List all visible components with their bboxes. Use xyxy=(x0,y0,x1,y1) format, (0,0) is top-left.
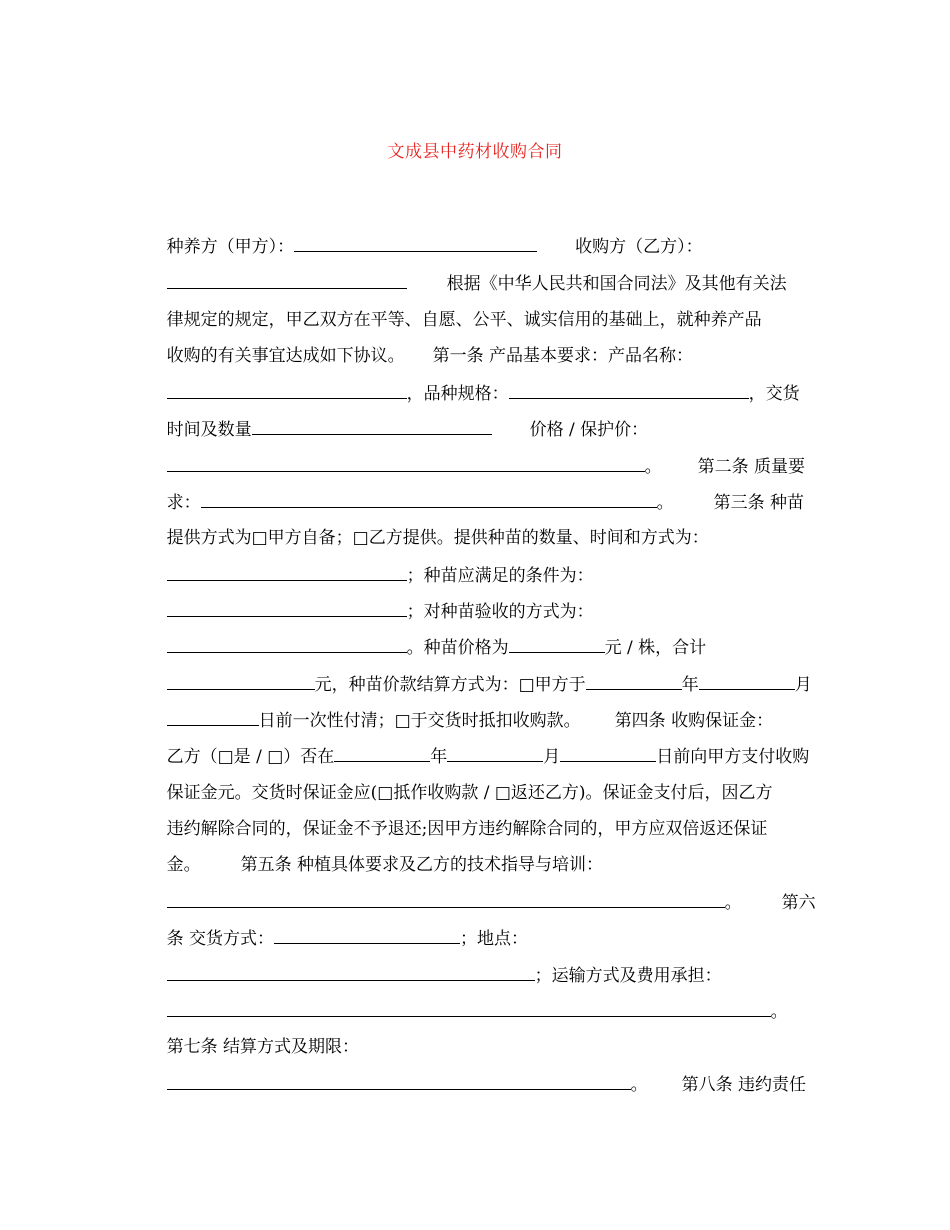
seedling-condition-label: ；种苗应满足的条件为： xyxy=(406,566,594,586)
delivery-method-label: 条 交货方式： xyxy=(166,929,275,949)
text-line-12 xyxy=(145,608,707,658)
text-line-20 xyxy=(145,899,529,949)
location-label: ；地点： xyxy=(460,929,529,949)
article-3-heading: 第三条 种苗 xyxy=(713,493,805,513)
article-2-heading: 第二条 质量要 xyxy=(697,457,806,477)
article-6-heading: 第六 xyxy=(781,893,816,913)
text-line-3 xyxy=(145,281,762,330)
text-line-4 xyxy=(145,317,694,366)
text-line-5 xyxy=(145,354,800,404)
text-line-17 xyxy=(145,790,768,839)
variety-label: ，品种规格： xyxy=(406,384,509,404)
text-line-15 xyxy=(145,717,810,767)
month-label: 月 xyxy=(543,747,561,767)
article-4-heading: 第四条 收购保证金： xyxy=(614,711,774,731)
period: 。 xyxy=(656,493,674,513)
text-line-11 xyxy=(145,572,594,622)
seedling-unit-label: 元 / 株，合计 xyxy=(604,638,707,658)
text-line-16 xyxy=(145,754,773,803)
seedling-supply-text: 提供方式为□甲方自备；□乙方提供。提供种苗的数量、时间和方式为： xyxy=(166,528,709,548)
text-line-9 xyxy=(145,499,709,548)
price-label: 价格 / 保护价： xyxy=(529,420,649,440)
month-label: 月 xyxy=(794,675,812,695)
text-line-21 xyxy=(145,936,722,986)
text-line-6 xyxy=(145,390,649,440)
transport-label: ；运输方式及费用承担： xyxy=(534,966,722,986)
text-line-19 xyxy=(145,863,816,913)
text-line-7 xyxy=(145,427,806,477)
period: 。 xyxy=(644,457,662,477)
period: 。 xyxy=(630,1075,648,1095)
text-line-10 xyxy=(145,536,594,586)
quality-label: 求： xyxy=(166,493,201,513)
preamble-text-3: 收购的有关事宜达成如下协议。 xyxy=(166,346,405,366)
text-line-18 xyxy=(145,826,604,875)
settlement-label: 元，种苗价款结算方式为：□甲方于 xyxy=(314,675,586,695)
article-1-heading: 第一条 产品基本要求：产品名称： xyxy=(432,346,694,366)
year-label: 年 xyxy=(430,747,448,767)
text-line-2 xyxy=(145,244,787,294)
deposit-text-2: 日前向甲方支付收购 xyxy=(656,747,810,767)
payment-terms-text: 日前一次性付清；□于交货时抵扣收购款。 xyxy=(258,711,581,731)
text-line-24 xyxy=(145,1045,807,1095)
year-label: 年 xyxy=(681,675,699,695)
settlement-terms-blank[interactable] xyxy=(167,1071,631,1090)
text-line-14 xyxy=(145,681,774,731)
period: 。 xyxy=(724,893,742,913)
party-b-label: 收购方（乙方）： xyxy=(575,237,703,257)
preamble-text: 根据《中华人民共和国合同法》及其他有关法 xyxy=(446,274,787,294)
period: 。 xyxy=(770,1002,788,1022)
text-line-23 xyxy=(145,1008,360,1057)
quantity-label: 时间及数量 xyxy=(166,420,252,440)
article-5-heading: 第五条 种植具体要求及乙方的技术指导与培训： xyxy=(240,855,604,875)
seedling-price-label: 。种苗价格为 xyxy=(406,638,509,658)
text-line-22 xyxy=(145,972,788,1022)
seedling-inspection-label: ；对种苗验收的方式为： xyxy=(406,602,594,622)
article-7-heading: 第七条 结算方式及期限： xyxy=(166,1037,360,1057)
deposit-text-4: 违约解除合同的，保证金不予退还;因甲方违约解除合同的，甲方应双倍返还保证 xyxy=(166,819,768,839)
deposit-text: 乙方（□是 / □）否在 xyxy=(166,747,335,767)
delivery-label: ，交货 xyxy=(748,384,800,404)
deposit-text-5: 金。 xyxy=(166,855,201,875)
deposit-text-3: 保证金元。交货时保证金应(□抵作收购款 / □返还乙方)。保证金支付后，因乙方 xyxy=(166,783,773,803)
text-line-8 xyxy=(145,463,805,513)
party-a-label: 种养方（甲方）： xyxy=(166,237,295,257)
text-line-1 xyxy=(145,207,703,257)
contract-title: 文成县中药材收购合同 xyxy=(387,142,563,162)
article-8-heading: 第八条 违约责任 xyxy=(681,1075,807,1095)
preamble-text-2: 律规定的规定，甲乙双方在平等、自愿、公平、诚实信用的基础上，就种养产品 xyxy=(166,310,762,330)
text-line-13 xyxy=(145,645,812,695)
